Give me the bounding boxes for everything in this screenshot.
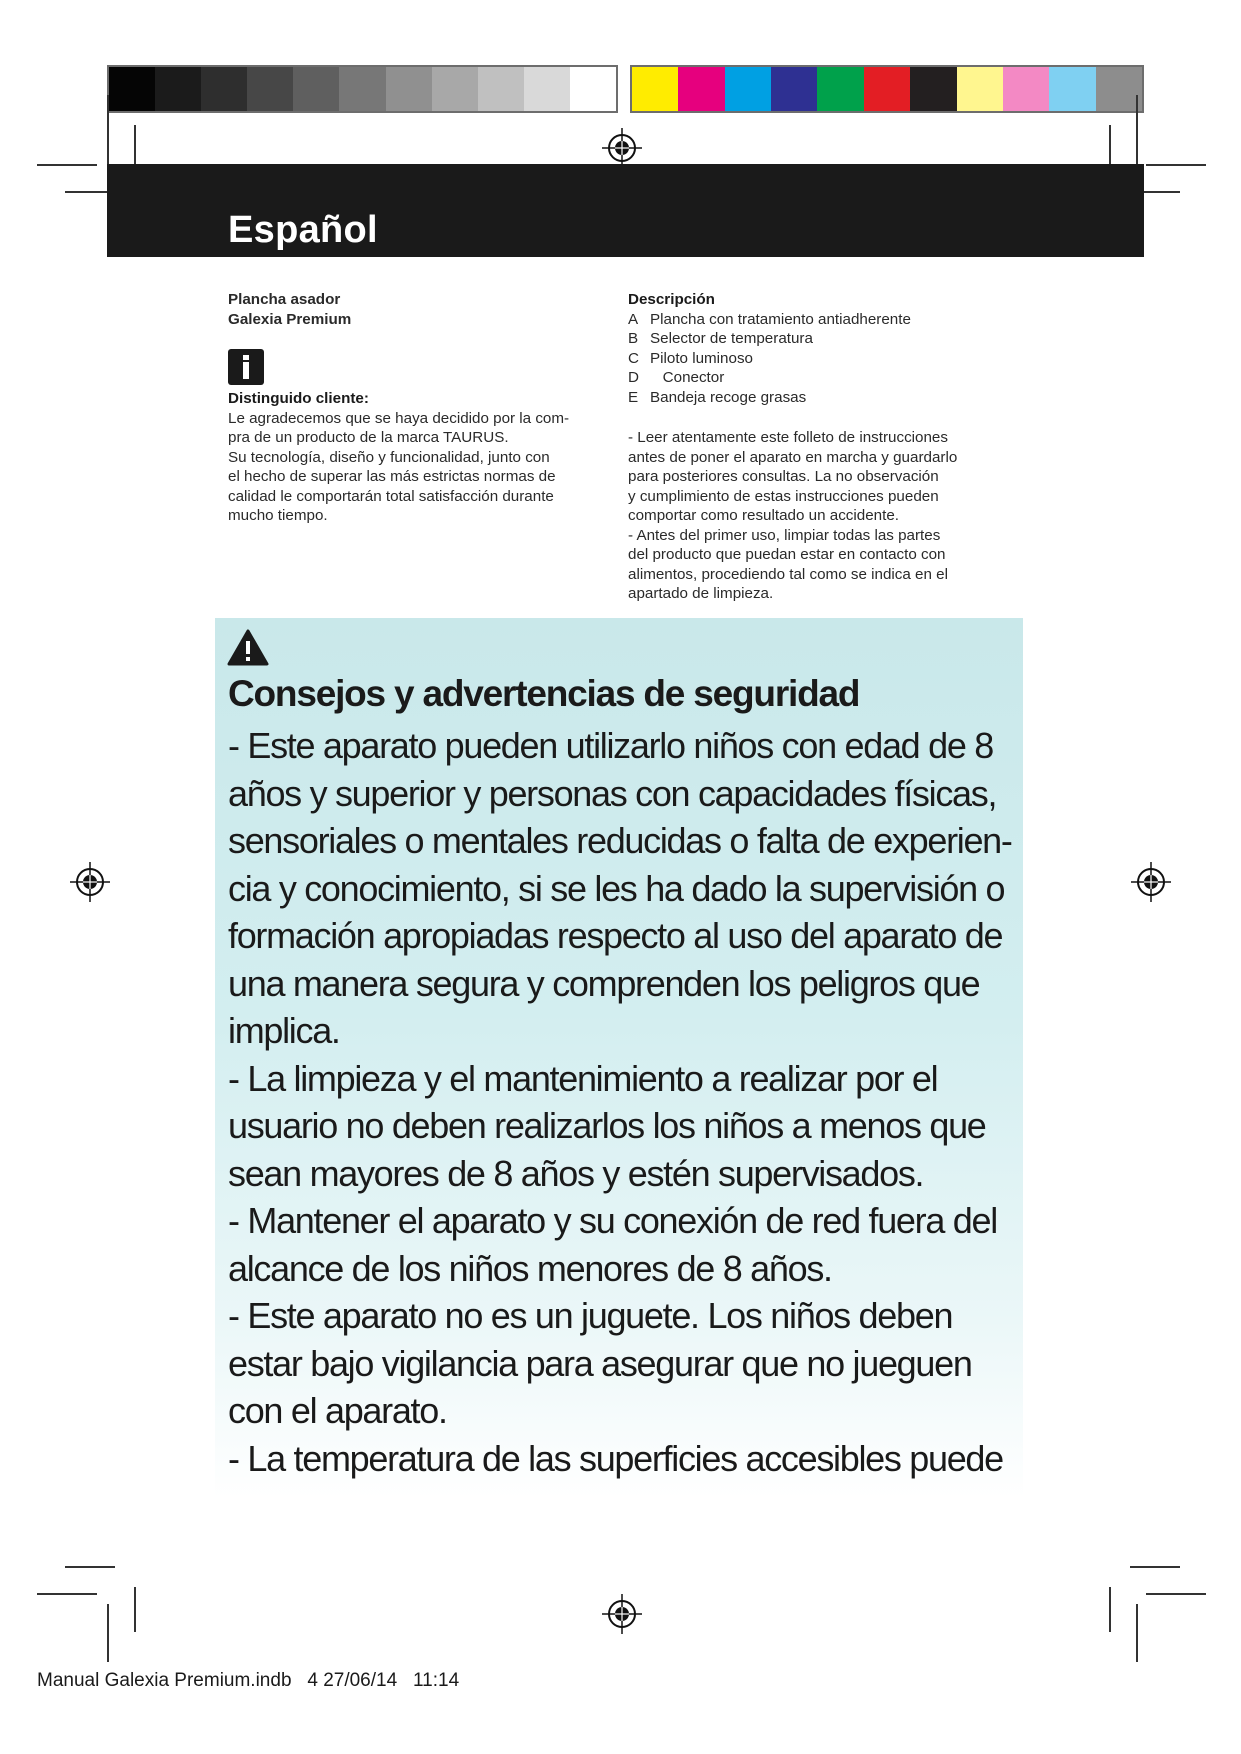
gray-swatch xyxy=(570,67,616,111)
safety-warnings xyxy=(228,722,1028,1482)
part-item xyxy=(628,368,1048,388)
crop-mark xyxy=(134,1587,136,1632)
color-swatch xyxy=(910,67,956,111)
crop-mark xyxy=(1136,1604,1138,1662)
slug-file: Manual Galexia Premium.indb 4 xyxy=(37,1670,318,1691)
part-item xyxy=(628,310,1048,330)
greeting-line: calidad le comportarán total satisfacción durante xyxy=(228,487,554,505)
part-letter: A xyxy=(628,310,639,328)
info-icon xyxy=(228,349,264,385)
safety-line: alcance de los niños menores de 8 años. xyxy=(228,1247,832,1289)
safety-line: usuario no deben realizarlos los niños a menos que xyxy=(228,1105,986,1146)
crop-mark xyxy=(107,95,109,167)
gray-swatch xyxy=(432,67,478,111)
color-calibration-bar xyxy=(630,65,1144,113)
slug-date: 27/06/14 xyxy=(323,1670,398,1691)
note-line: alimentos, procediendo tal como se indica en el xyxy=(628,565,948,583)
safety-line: con el aparato. xyxy=(228,1390,447,1431)
part-label: Piloto luminoso xyxy=(650,349,753,367)
gray-swatch xyxy=(247,67,293,111)
safety-line: - Mantener el aparato y su conexión de red fuera del xyxy=(228,1200,997,1241)
crop-mark xyxy=(37,164,97,166)
part-letter: E xyxy=(628,388,639,406)
color-swatch xyxy=(678,67,724,111)
safety-line: formación apropiadas respecto al uso del aparato de xyxy=(228,915,1003,956)
note-line: - Antes del primer uso, limpiar todas las partes xyxy=(628,526,941,544)
crop-mark xyxy=(1146,1593,1206,1595)
color-swatch xyxy=(771,67,817,111)
crop-mark xyxy=(1136,95,1138,167)
description-section xyxy=(628,290,1048,407)
part-item xyxy=(628,349,1048,369)
safety-line: cia y conocimiento, si se les ha dado la supervisión o xyxy=(228,867,1005,909)
safety-line: implica. xyxy=(228,1010,340,1051)
safety-line: - Este aparato pueden utilizarlo niños con edad de 8 xyxy=(228,725,993,766)
color-swatch xyxy=(632,67,678,111)
part-letter: C xyxy=(628,349,639,367)
slug-time: 11:14 xyxy=(413,1670,460,1691)
gray-swatch xyxy=(109,67,155,111)
registration-target-icon xyxy=(70,862,110,902)
color-swatch xyxy=(1049,67,1095,111)
greeting-line: Su tecnología, diseño y funcionalidad, junto con xyxy=(228,448,550,466)
print-slug xyxy=(37,1670,459,1692)
gray-swatch xyxy=(201,67,247,111)
safety-line: una manera segura y comprenden los peligros que xyxy=(228,962,980,1004)
description-title: Descripción xyxy=(628,291,715,308)
safety-line: - La temperatura de las superficies accesibles puede xyxy=(228,1437,1003,1479)
color-swatch xyxy=(1003,67,1049,111)
customer-greeting xyxy=(228,389,608,526)
usage-notes xyxy=(628,428,1048,604)
greeting-text xyxy=(228,409,608,526)
parts-list xyxy=(628,310,1048,408)
color-swatch xyxy=(725,67,771,111)
registration-target-icon xyxy=(602,1594,642,1634)
safety-line: - La limpieza y el mantenimiento a realizar por el xyxy=(228,1057,938,1099)
color-swatch xyxy=(1096,67,1142,111)
note-line: y cumplimiento de estas instrucciones pueden xyxy=(628,487,939,505)
greeting-line: Le agradecemos que se haya decidido por la com- xyxy=(228,409,570,427)
safety-line: sensoriales o mentales reducidas o falta de experien- xyxy=(228,820,1012,861)
part-label: Bandeja recoge grasas xyxy=(650,388,807,406)
gray-swatch xyxy=(339,67,385,111)
crop-mark xyxy=(1130,1566,1180,1568)
note-line: apartado de limpieza. xyxy=(628,585,774,602)
greeting-line: mucho tiempo. xyxy=(228,507,328,524)
crop-mark xyxy=(1109,1587,1111,1632)
crop-mark xyxy=(37,1593,97,1595)
language-title: Español xyxy=(228,209,378,251)
color-swatch xyxy=(817,67,863,111)
part-label: Plancha con tratamiento antiadherente xyxy=(650,310,911,328)
gray-swatch xyxy=(386,67,432,111)
note-line: para posteriores consultas. La no observación xyxy=(628,468,939,485)
safety-line: sean mayores de 8 años y estén supervisados. xyxy=(228,1152,924,1194)
safety-line: años y superior y personas con capacidades físicas, xyxy=(228,772,997,814)
note-line: antes de poner el aparato en marcha y guardarlo xyxy=(628,448,958,466)
gray-swatch xyxy=(155,67,201,111)
crop-mark xyxy=(107,1604,109,1662)
registration-target-icon xyxy=(602,128,642,168)
gray-swatch xyxy=(524,67,570,111)
color-swatch xyxy=(864,67,910,111)
part-label: Selector de temperatura xyxy=(650,330,813,347)
warning-icon xyxy=(226,628,270,668)
color-swatch xyxy=(957,67,1003,111)
note-line: del producto que puedan estar en contacto con xyxy=(628,546,946,563)
part-item xyxy=(628,388,1048,408)
part-item xyxy=(628,329,1048,349)
crop-mark xyxy=(65,1566,115,1568)
part-letter: B xyxy=(628,330,639,347)
greeting-line: el hecho de superar las más estrictas normas de xyxy=(228,468,556,485)
product-line: Plancha asador xyxy=(228,291,341,308)
gray-swatch xyxy=(478,67,524,111)
part-label: Conector xyxy=(650,369,725,386)
greeting-line: pra de un producto de la marca TAURUS. xyxy=(228,429,509,446)
safety-title: Consejos y advertencias de seguridad xyxy=(228,673,860,714)
registration-target-icon xyxy=(1131,862,1171,902)
safety-line: - Este aparato no es un juguete. Los niños deben xyxy=(228,1295,953,1336)
safety-line: estar bajo vigilancia para asegurar que no jueguen xyxy=(228,1342,972,1384)
note-line: - Leer atentamente este folleto de instrucciones xyxy=(628,429,948,446)
product-name xyxy=(228,290,608,329)
greeting-title: Distinguido cliente: xyxy=(228,390,369,407)
grayscale-calibration-bar xyxy=(107,65,618,113)
note-line: comportar como resultado un accidente. xyxy=(628,507,899,524)
crop-mark xyxy=(1146,164,1206,166)
part-letter: D xyxy=(628,369,639,386)
gray-swatch xyxy=(293,67,339,111)
product-model: Galexia Premium xyxy=(228,310,352,328)
